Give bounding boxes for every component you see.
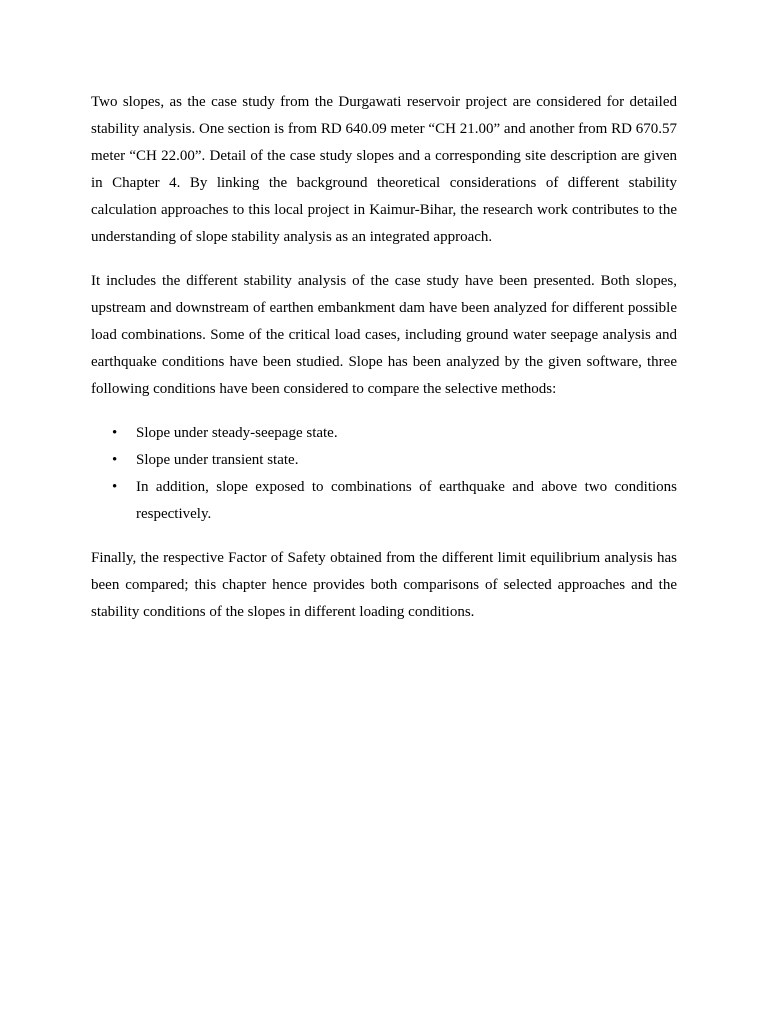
- bullet-icon: •: [112, 479, 118, 495]
- paragraph-case-study: Two slopes, as the case study from the Durgawati reservoir project are considered for detailed stability analysis. One section is from RD 640.09 meter “CH 21.00” and another from RD 670.57 meter “CH 22.00”. Detail of the case study slopes and a corresponding site description are given in Chapter 4. By linking the background theoretical considerations of different stability calculation approaches to this local project in Kaimur-Bihar, the research work contributes to the understanding of slope stability analysis as an integrated approach.: [91, 94, 677, 245]
- paragraph-conclusion: Finally, the respective Factor of Safety obtained from the different limit equilibrium analysis has been compared; this chapter hence provides both comparisons of selected approaches and the stability conditions of the slopes in different loading conditions.: [91, 550, 677, 620]
- list-item-text: Slope under transient state.: [136, 452, 299, 468]
- list-item-text: Slope under steady-seepage state.: [136, 425, 338, 441]
- list-item-text: In addition, slope exposed to combinations of earthquake and above two conditions respectively.: [136, 479, 677, 522]
- paragraph-analysis-overview: It includes the different stability analysis of the case study have been presented. Both slopes, upstream and downstream of earthen embankment dam have been analyzed for different possible load combinations. Some of the critical load cases, including ground water seepage analysis and earthquake conditions have been studied. Slope has been analyzed by the given software, three following conditions have been considered to compare the selective methods:: [91, 273, 677, 397]
- bullet-icon: •: [112, 425, 118, 441]
- list-item: [91, 447, 677, 474]
- list-item: [91, 420, 677, 447]
- conditions-list: [91, 420, 677, 528]
- document-page: [91, 89, 677, 643]
- list-item: [91, 474, 677, 528]
- bullet-icon: •: [112, 452, 118, 468]
